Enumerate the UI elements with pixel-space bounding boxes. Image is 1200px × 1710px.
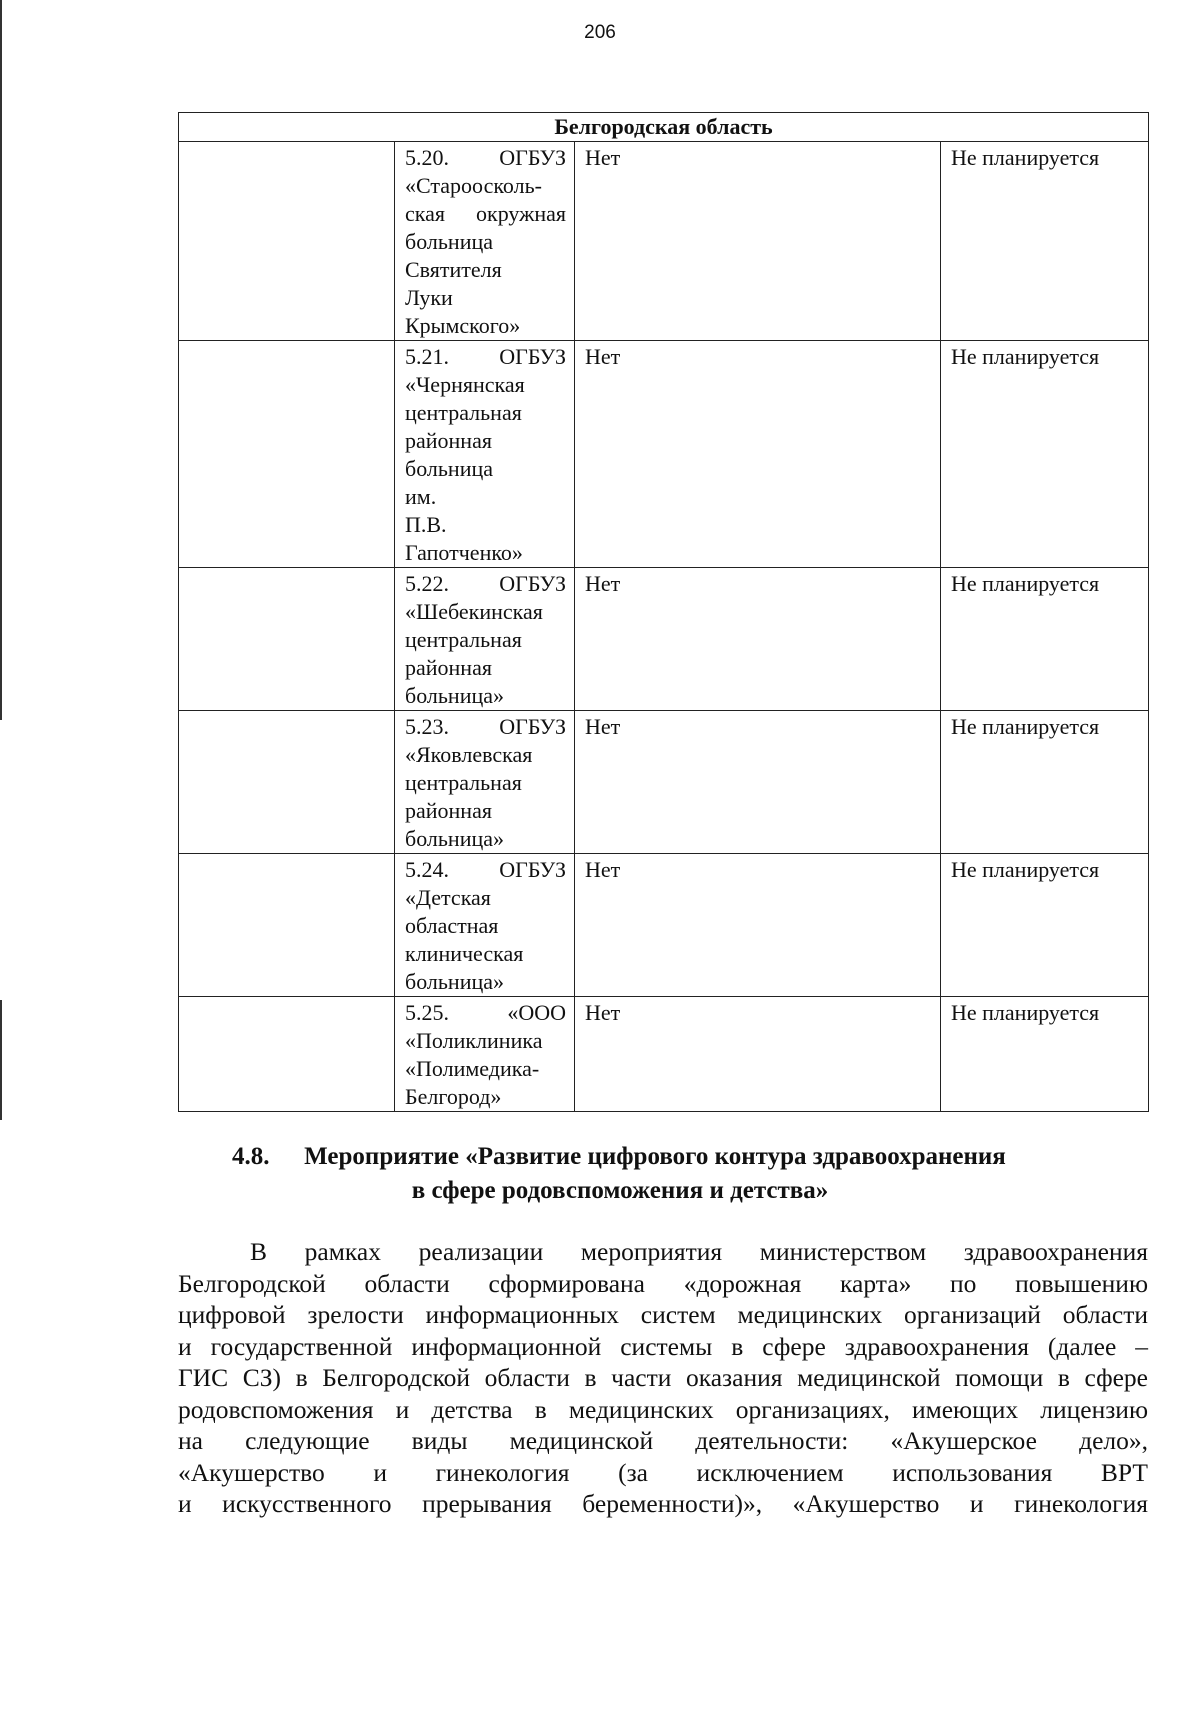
organization-line: 5.24. ОГБУЗ	[405, 857, 566, 882]
organization-line: «Староосколь-	[405, 173, 542, 198]
paragraph-line: ГИС СЗ) в Белгородской области в части оказания медицинской помощи в сфере	[178, 1363, 1148, 1392]
plan-cell: Не планируется	[941, 341, 1149, 568]
organization-line: центральная	[405, 770, 522, 795]
organization-line: районная	[405, 428, 492, 453]
organization-line: «Яковлевская	[405, 742, 533, 767]
plan-cell: Не планируется	[941, 997, 1149, 1112]
body-paragraph	[178, 1236, 1148, 1520]
organization-line: «Детская	[405, 885, 491, 910]
organization-cell	[395, 997, 575, 1112]
organization-line: больница	[405, 456, 493, 481]
paragraph-line: родовспоможения и детства в медицинских организациях, имеющих лицензию	[178, 1394, 1148, 1424]
organization-line: 5.25. «ООО	[405, 1000, 566, 1025]
organization-line: районная	[405, 655, 492, 680]
table-row	[179, 711, 1149, 854]
organization-line: районная	[405, 798, 492, 823]
organization-line: больница»	[405, 969, 504, 994]
table-row	[179, 854, 1149, 997]
organization-cell	[395, 142, 575, 341]
empty-cell	[179, 341, 395, 568]
organization-line: «Полимедика-	[405, 1056, 540, 1081]
organization-cell	[395, 854, 575, 997]
status-cell: Нет	[575, 997, 941, 1112]
paragraph-line: Белгородской области сформирована «дорожная карта» по повышению	[178, 1268, 1148, 1298]
organization-line: центральная	[405, 627, 522, 652]
status-cell: Нет	[575, 568, 941, 711]
empty-cell	[179, 568, 395, 711]
empty-cell	[179, 854, 395, 997]
organization-line: клиническая	[405, 941, 524, 966]
organization-cell	[395, 568, 575, 711]
plan-cell: Не планируется	[941, 854, 1149, 997]
organization-line: больница»	[405, 683, 504, 708]
paragraph-line: «Акушерство и гинекология (за исключением использования ВРТ	[178, 1457, 1148, 1487]
organization-line: «Поликлиника	[405, 1028, 543, 1053]
status-cell: Нет	[575, 142, 941, 341]
section-heading-cont	[0, 1174, 1200, 1208]
organization-cell	[395, 341, 575, 568]
plan-cell: Не планируется	[941, 142, 1149, 341]
organization-line: 5.21. ОГБУЗ	[405, 344, 566, 369]
organization-line: 5.22. ОГБУЗ	[405, 571, 566, 596]
organization-cell	[395, 711, 575, 854]
empty-cell	[179, 142, 395, 341]
plan-cell: Не планируется	[941, 568, 1149, 711]
status-cell: Нет	[575, 341, 941, 568]
organization-line: П.В.	[405, 512, 447, 537]
empty-cell	[179, 997, 395, 1112]
table-region-header-row	[179, 113, 1149, 142]
organization-line: им.	[405, 484, 437, 509]
paragraph-line: В рамках реализации мероприятия министерством здравоохранения	[250, 1237, 1148, 1266]
organization-line: «Шебекинская	[405, 599, 543, 624]
table-row	[179, 142, 1149, 341]
page-number: 206	[584, 22, 616, 43]
organization-line: больница»	[405, 826, 504, 851]
section-title-line-2: в сфере родовспоможения и детства»	[411, 1177, 829, 1204]
scan-edge-line	[0, 0, 2, 720]
organization-line: Святителя	[405, 257, 502, 282]
section-number: 4.8.	[232, 1143, 270, 1170]
organization-line: Гапотченко»	[405, 540, 523, 565]
table-row	[179, 997, 1149, 1112]
table-row	[179, 568, 1149, 711]
organization-line: ская окружная	[405, 201, 566, 226]
organization-line: больница	[405, 229, 493, 254]
paragraph-line: цифровой зрелости информационных систем медицинских организаций области	[178, 1300, 1148, 1329]
paragraph-line: на следующие виды медицинской деятельности: «Акушерское дело»,	[178, 1426, 1148, 1455]
organization-line: Белгород»	[405, 1084, 502, 1109]
organization-line: Луки	[405, 285, 453, 310]
status-cell: Нет	[575, 854, 941, 997]
table-row	[179, 341, 1149, 568]
paragraph-line: и государственной информационной системы в сфере здравоохранения (далее –	[178, 1331, 1148, 1361]
organization-line: областная	[405, 913, 499, 938]
section-heading	[0, 1140, 1200, 1174]
organization-line: «Чернянская	[405, 372, 525, 397]
organization-line: 5.20. ОГБУЗ	[405, 145, 566, 170]
paragraph-line: и искусственного прерывания беременности)», «Акушерство и гинекология	[178, 1489, 1148, 1518]
section-title-line-1: Мероприятие «Развитие цифрового контура здравоохранения	[304, 1143, 1006, 1170]
table-body	[179, 142, 1149, 1112]
plan-cell: Не планируется	[941, 711, 1149, 854]
organization-line: 5.23. ОГБУЗ	[405, 714, 566, 739]
scan-edge-line-lower	[0, 1000, 2, 1120]
empty-cell	[179, 711, 395, 854]
organization-line: центральная	[405, 400, 522, 425]
hospital-plan-table	[178, 112, 1149, 1112]
status-cell: Нет	[575, 711, 941, 854]
region-header: Белгородская область	[179, 113, 1149, 142]
organization-line: Крымского»	[405, 313, 521, 338]
